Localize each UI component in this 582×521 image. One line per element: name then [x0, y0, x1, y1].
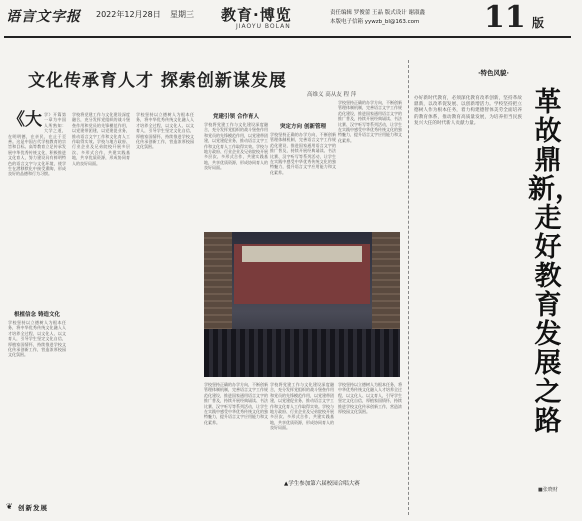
event-photo	[204, 232, 400, 377]
decorative-leaf-icon: ❦	[6, 502, 13, 511]
article-column-1	[8, 112, 66, 307]
footer-section-label: 创新发展	[18, 504, 48, 512]
article-column-7: 学校坚持正确的办学方向，不断创新管理体制机制，完善语言文字工作规范化建设，推进国家通用语言文字的推广普及，持续开展经典诵读、书法比赛、汉字听写等系列活动，让学生在实践中感受中华优秀传统文化的独特魅力，提升语言文字应用能力和文化素养。	[204, 382, 268, 425]
article-title: 文化传承育人才 探索创新谋发展	[28, 71, 287, 91]
article-column-2: 学校将党建工作与文化建设深度融合，充分发挥党组织的战斗堡垒作用和党员的先锋模范作用，以党建带团建，以党建促业务，推动语言文字工作和文化育人工作取得实效。学校与地方政府、行业企业及兄弟院校开展多层次、多形式合作，共建实践基地，共享优质资源，形成协同育人的良好局面。	[72, 112, 130, 166]
subheading-3: 突定方向 创新管理	[280, 124, 326, 130]
header-rule	[4, 36, 571, 38]
article-paragraph: 学》开篇第一章为中国人所熟知：大学之道，在明明德，在亲民，在止于至善。这是中国古代学校教育的宗旨和目标。高等教育立足传承发展中华优秀传统文化，积极推进文化育人，努力建设具有鲜明特色的语言文字与文化环境，使学生在潜移默化中接受熏陶，形成良好的品德和行为习惯。	[8, 112, 66, 177]
issue-date: 2022年12月28日	[96, 10, 161, 19]
section-pinyin: JIAOYU BOLAN	[236, 23, 291, 30]
staff-editors: 责任编辑 罗俊蕾 王晶 版式设计 谢淑鑫	[330, 10, 425, 16]
section-title: 教育·博览	[221, 6, 292, 24]
article-column-5: 学校坚持正确的办学方向，不断创新管理体制机制，完善语言文字工作规范化建设，推进国家通用语言文字的推广普及，持续开展经典诵读、书法比赛、汉字听写等系列活动，让学生在实践中感受中华优秀传统文化的独特魅力，提升语言文字应用能力和文化素养。	[270, 132, 336, 175]
issue-weekday: 星期三	[170, 10, 194, 19]
photo-banner	[242, 246, 362, 262]
photo-audience	[204, 329, 400, 377]
subheading-2: 党建引领 合作育人	[213, 114, 259, 120]
right-panel-text: 办好新时代教育，必须深化教育改革创新，坚持革故鼎新，以改革促发展、以创新增活力。学校坚持把立德树人作为根本任务，着力构建德智体美劳全面培养的教育体系，推动教育高质量发展，为培养担当民族复兴大任的时代新人贡献力量。	[414, 96, 522, 126]
article-column-6: 学校坚持正确的办学方向，不断创新管理体制机制，完善语言文字工作规范化建设，推进国家通用语言文字的推广普及，持续开展经典诵读、书法比赛、汉字听写等系列活动，让学生在实践中感受中华优秀传统文化的独特魅力，提升语言文字应用能力和文化素养。	[338, 100, 402, 143]
article-column-3: 学校坚持以立德树人为根本任务，将中华优秀传统文化融入人才培养全过程，以文化人、以文育人，引导学生坚定文化自信，厚植家国情怀，持续推进学校文化传承创新工作，营造浓厚校园文化氛围。	[136, 112, 194, 150]
column-divider	[408, 60, 409, 515]
page-suffix: 版	[532, 16, 545, 30]
photo-wall-right	[372, 232, 400, 329]
article-column-8: 学校将党建工作与文化建设深度融合，充分发挥党组织的战斗堡垒作用和党员的先锋模范作用，以党建带团建，以党建促业务，推动语言文字工作和文化育人工作取得实效。学校与地方政府、行业企业及兄弟院校开展多层次、多形式合作，共建实践基地，共享优质资源，形成协同育人的良好局面。	[270, 382, 334, 431]
article-column-4: 学校将党建工作与文化建设深度融合，充分发挥党组织的战斗堡垒作用和党员的先锋模范作用，以党建带团建，以党建促业务，推动语言文字工作和文化育人工作取得实效。学校与地方政府、行业企业及兄弟院校开展多层次、多形式合作，共建实践基地，共享优质资源，形成协同育人的良好局面。	[204, 122, 268, 171]
right-panel-author: ■张晓财	[538, 487, 558, 493]
right-panel-header: ·特色风貌·	[478, 69, 509, 77]
article-column-9: 学校坚持以立德树人为根本任务，将中华优秀传统文化融入人才培养全过程，以文化人、以文育人，引导学生坚定文化自信，厚植家国情怀，持续推进学校文化传承创新工作，营造浓厚校园文化氛围。	[338, 382, 402, 415]
article-byline: 高维义 高从友 程 萍	[307, 92, 357, 98]
page-number: 11	[484, 0, 526, 35]
photo-caption: ▲学生参加第六届校园合唱大赛	[284, 481, 360, 487]
subheading-1: 根植信念 铸造文化	[14, 312, 60, 318]
staff-email: 本版电子信箱 yywzb_bl@163.com	[330, 19, 420, 25]
masthead: 语言文字报	[6, 9, 81, 25]
article-column-1b: 学校坚持以立德树人为根本任务，将中华优秀传统文化融入人才培养全过程，以文化人、以文育人，引导学生坚定文化自信，厚植家国情怀，持续推进学校文化传承创新工作，营造浓厚校园文化氛围。	[8, 320, 66, 358]
photo-wall-left	[204, 232, 232, 329]
lead-character: 《大	[8, 110, 42, 130]
staff-credits	[330, 9, 425, 27]
right-panel-title: 革故鼎新，走好教育发展之路	[528, 87, 582, 437]
